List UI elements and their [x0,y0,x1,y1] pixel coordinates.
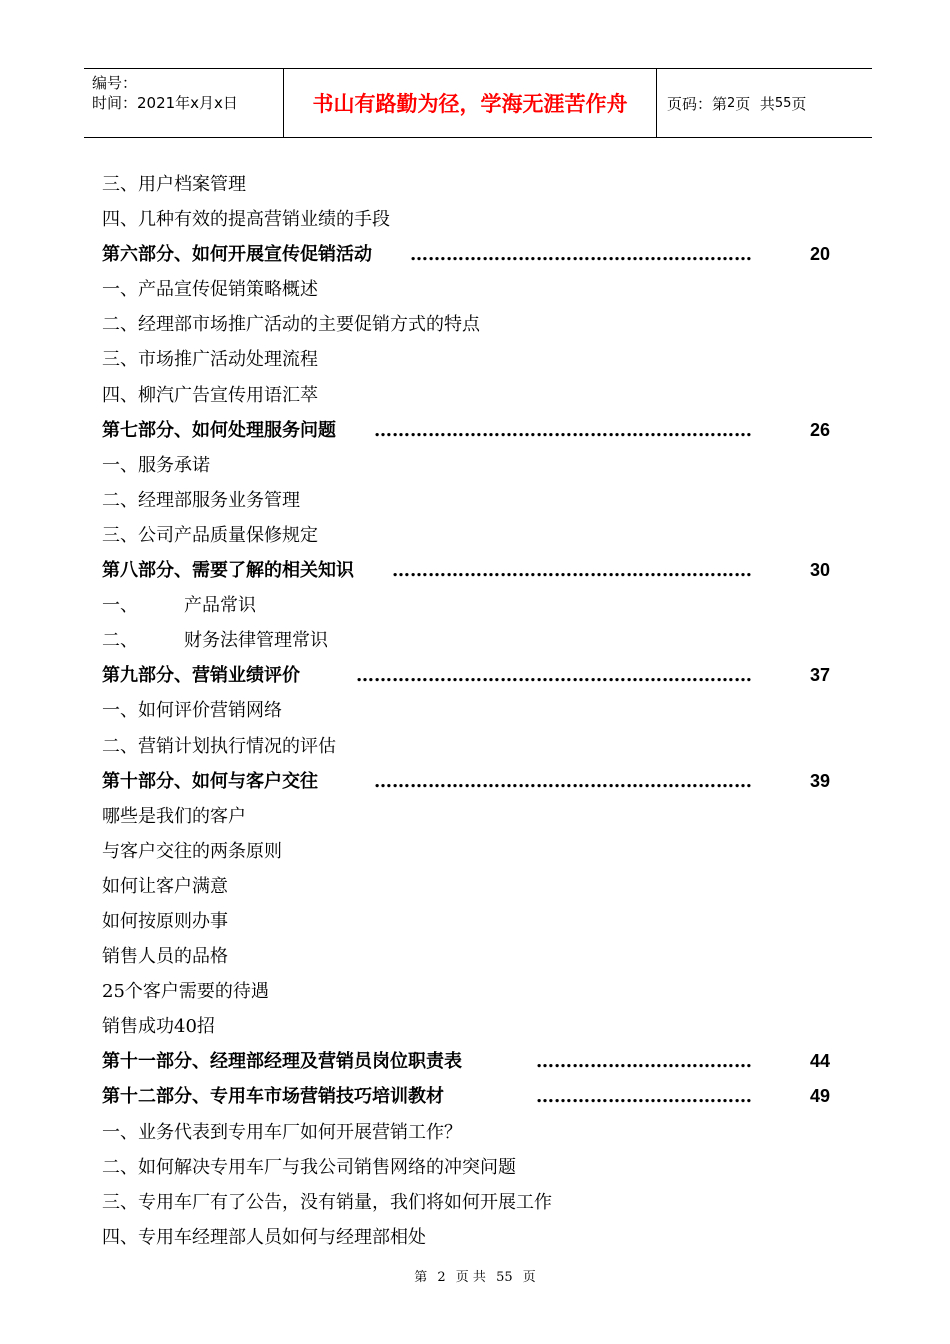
toc-entry-label: 第八部分、需要了解的相关知识 [102,560,354,582]
header-meta [84,69,284,137]
toc-entry-label: 25个客户需要的待遇 [102,981,269,1003]
header-motto: 书山有路勤为径，学海无涯苦作舟 [284,69,657,137]
toc-entry-label: 如何让客户满意 [102,875,228,897]
toc-entry-row [102,729,830,764]
toc-entry-row [102,1150,830,1185]
toc-entry-label: 一、业务代表到专用车厂如何开展营销工作？ [102,1121,462,1143]
toc-entry-label: 如何按原则办事 [102,910,228,932]
toc-page-number: 30 [809,560,830,581]
toc-section-row [102,413,830,448]
toc-entry-sublabel: 财务法律管理常识 [184,630,328,652]
toc-entry-label: 四、几种有效的提高营销业绩的手段 [102,209,390,231]
toc-entry-label: 二、如何解决专用车厂与我公司销售网络的冲突问题 [102,1156,516,1178]
toc-entry-row [102,588,830,623]
toc-entry-label: 四、专用车经理部人员如何与经理部相处 [102,1226,426,1248]
toc-page-number: 44 [809,1051,830,1072]
toc-entry-label: 三、用户档案管理 [102,174,246,195]
toc-entry-row [102,1009,830,1044]
table-of-contents [102,167,830,1255]
toc-entry-label: 第七部分、如何处理服务问题 [102,419,336,441]
toc-entry-row [102,483,830,518]
toc-entry-label: 销售成功40招 [102,1016,215,1038]
toc-entry-row [102,518,830,553]
toc-entry-label: 四、柳汽广告宣传用语汇萃 [102,384,318,406]
toc-section-row [102,1079,830,1114]
toc-entry-row [102,1185,830,1220]
toc-entry-row [102,904,830,939]
toc-page-number: 49 [809,1086,830,1107]
toc-entry-row [102,974,830,1009]
toc-entry-row [102,448,830,483]
toc-entry-label: 三、公司产品质量保修规定 [102,524,318,546]
header-page-info [657,69,872,137]
toc-dot-leader: …………………………………………………… [392,560,752,582]
page-prefix: 页码：第 [667,94,728,113]
toc-entry-label: 一、产品宣传促销策略概述 [102,279,318,301]
toc-entry-row [102,1220,830,1255]
toc-page-number: 39 [809,770,830,791]
number-label: 编号： [92,74,138,92]
toc-section-row [102,237,830,272]
page-suffix: 页 [791,94,807,113]
toc-entry-label: 第十一部分、经理部经理及营销员岗位职责表 [102,1051,462,1073]
toc-entry-label: 第六部分、如何开展宣传促销活动 [102,244,372,266]
toc-entry-label: 二、营销计划执行情况的评估 [102,735,336,757]
page-total: 55 [774,95,792,111]
toc-page-number: 20 [809,244,830,265]
time-label: 时间：2021年x月x日 [92,94,238,112]
toc-entry-label: 第十部分、如何与客户交往 [102,770,318,792]
toc-section-row [102,1044,830,1079]
toc-entry-label: 一、如何评价营销网络 [102,700,282,722]
toc-dot-leader: ……………………………………………………… [374,419,752,441]
toc-entry-row [102,869,830,904]
toc-entry-label: 二、经理部服务业务管理 [102,489,300,511]
toc-dot-leader: ………………………………………………… [410,244,752,266]
toc-entry-row [102,167,830,202]
toc-section-row [102,553,830,588]
toc-entry-label: 第十二部分、专用车市场营销技巧培训教材 [102,1086,444,1108]
toc-dot-leader: ……………………………… [536,1051,752,1073]
toc-entry-row [102,623,830,658]
toc-entry-row [102,378,830,413]
toc-entry-label: 与客户交往的两条原则 [102,840,282,862]
toc-entry-label: 哪些是我们的客户 [102,805,246,827]
footer-current: 2 [437,1270,446,1285]
toc-entry-label: 一、服务承诺 [102,454,210,476]
page-footer [0,1266,950,1285]
toc-entry-label: 三、专用车厂有了公告，没有销量，我们将如何开展工作 [102,1191,552,1213]
toc-entry-label: 第九部分、营销业绩评价 [102,665,300,687]
toc-entry-row [102,799,830,834]
toc-entry-label: 销售人员的品格 [102,946,228,968]
toc-entry-label: 三、市场推广活动处理流程 [102,349,318,371]
toc-dot-leader: ………………………………………………………… [356,665,752,687]
toc-entry-row [102,272,830,307]
toc-entry-row [102,939,830,974]
page-current: 2 [727,95,736,111]
toc-entry-label: 二、经理部市场推广活动的主要促销方式的特点 [102,314,480,336]
toc-entry-row [102,307,830,342]
toc-entry-row [102,342,830,377]
toc-page-number: 37 [809,665,830,686]
toc-entry-label: 二、 [102,630,138,652]
toc-page-number: 26 [809,419,830,440]
toc-entry-row [102,1115,830,1150]
footer-suffix: 页 [522,1270,536,1285]
toc-dot-leader: ……………………………………………………… [374,770,752,792]
footer-mid: 页 共 [455,1270,486,1285]
footer-total: 55 [496,1270,513,1285]
page-header [84,68,872,138]
toc-entry-row [102,693,830,728]
page-mid: 页 共 [735,94,775,113]
toc-entry-row [102,834,830,869]
toc-entry-sublabel: 产品常识 [184,595,256,617]
toc-section-row [102,658,830,693]
toc-dot-leader: ……………………………… [536,1086,752,1108]
footer-prefix: 第 [414,1270,428,1285]
toc-entry-label: 一、 [102,595,138,617]
toc-entry-row [102,202,830,237]
toc-section-row [102,764,830,799]
